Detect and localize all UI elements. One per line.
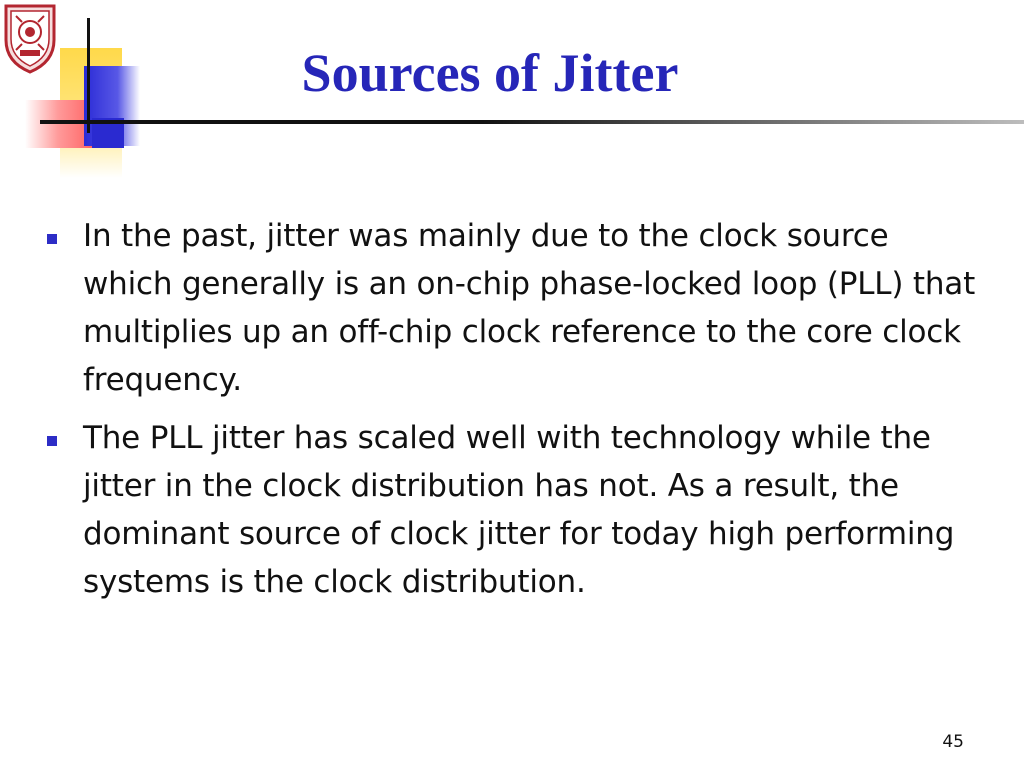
bullet-text: In the past, jitter was mainly due to the clock source which generally is an on-chip phase-locked loop (PLL) that multiplies up an off-chip clock reference to the core clock frequency. — [83, 218, 976, 398]
university-crest-icon — [2, 2, 58, 74]
decorative-vertical-line — [87, 18, 90, 133]
page-number: 45 — [942, 732, 964, 752]
square-bullet-icon — [47, 436, 57, 446]
bullet-list — [44, 212, 984, 616]
bullet-item — [44, 212, 984, 404]
square-bullet-icon — [47, 234, 57, 244]
bullet-item — [44, 414, 984, 606]
slide-title: Sources of Jitter — [301, 43, 679, 103]
bullet-text: The PLL jitter has scaled well with technology while the jitter in the clock distribution has not. As a result, the dominant source of clock jitter for today high performing systems is the clock distribution. — [83, 420, 955, 600]
title-underline-rule — [40, 120, 1024, 124]
